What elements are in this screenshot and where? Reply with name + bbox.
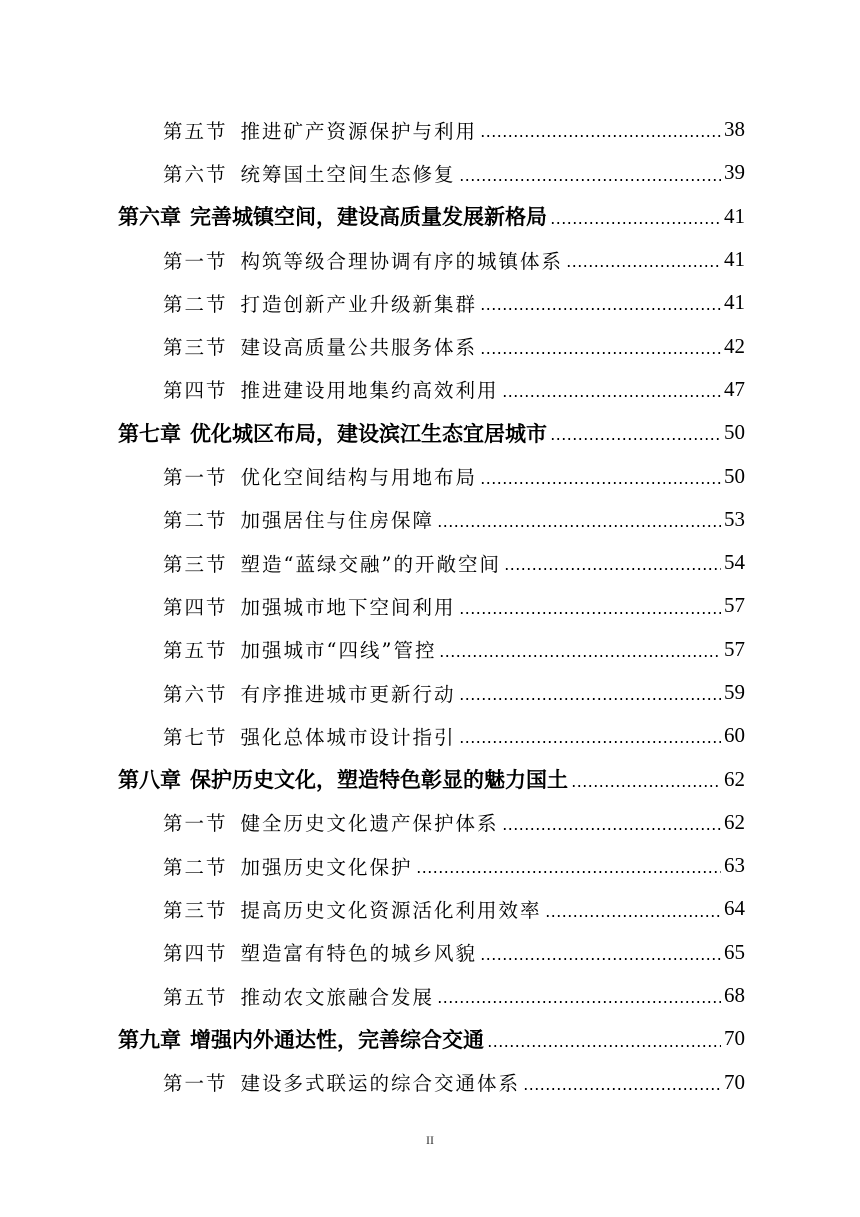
section-title: 塑造富有特色的城乡风貌 <box>240 942 478 966</box>
toc-section-entry[interactable] <box>0 887 860 930</box>
toc-section-entry[interactable] <box>0 151 860 194</box>
toc-section-entry[interactable] <box>0 844 860 887</box>
page-number: 68 <box>724 983 745 1008</box>
section-number: 第三节 <box>163 552 228 576</box>
page-number: 50 <box>724 420 745 445</box>
dot-leader <box>502 827 721 831</box>
dot-leader <box>550 221 721 225</box>
toc-chapter-entry[interactable] <box>0 757 860 800</box>
section-title: 推进建设用地集约高效利用 <box>240 379 499 403</box>
toc-section-entry[interactable] <box>0 281 860 324</box>
section-title: 加强城市“四线”管控 <box>240 639 437 663</box>
dot-leader <box>459 697 721 701</box>
section-number: 第六节 <box>163 162 228 186</box>
table-of-contents <box>0 108 860 1104</box>
section-number: 第七节 <box>163 725 228 749</box>
dot-leader <box>480 134 721 138</box>
dot-leader <box>523 1087 721 1091</box>
section-title: 塑造“蓝绿交融”的开敞空间 <box>240 552 501 576</box>
toc-section-entry[interactable] <box>0 931 860 974</box>
section-title: 加强历史文化保护 <box>240 855 413 879</box>
section-title: 加强居住与住房保障 <box>240 509 435 533</box>
section-title: 健全历史文化遗产保护体系 <box>240 812 499 836</box>
section-number: 第一节 <box>163 812 228 836</box>
section-title: 优化空间结构与用地布局 <box>240 466 478 490</box>
section-number: 第二节 <box>163 292 228 316</box>
section-title: 推动农文旅融合发展 <box>240 985 435 1009</box>
toc-section-entry[interactable] <box>0 541 860 584</box>
dot-leader <box>480 957 721 961</box>
section-number: 第一节 <box>163 249 228 273</box>
toc-chapter-entry[interactable] <box>0 1017 860 1060</box>
section-number: 第二节 <box>163 509 228 533</box>
toc-chapter-entry[interactable] <box>0 411 860 454</box>
section-title: 有序推进城市更新行动 <box>240 682 456 706</box>
section-number: 第三节 <box>163 898 228 922</box>
page-number: 70 <box>724 1069 745 1094</box>
page-number: 57 <box>724 636 745 661</box>
page-number: 41 <box>724 203 745 228</box>
page-number: 38 <box>724 117 745 142</box>
section-number: 第一节 <box>163 466 228 490</box>
section-number: 第五节 <box>163 985 228 1009</box>
page-number: 39 <box>724 160 745 185</box>
toc-section-entry[interactable] <box>0 628 860 671</box>
dot-leader <box>480 351 721 355</box>
section-number: 第五节 <box>163 639 228 663</box>
page-number: 70 <box>724 1026 745 1051</box>
page-number: 62 <box>724 809 745 834</box>
toc-section-entry[interactable] <box>0 108 860 151</box>
toc-section-entry[interactable] <box>0 498 860 541</box>
section-title: 加强城市地下空间利用 <box>240 595 456 619</box>
section-title: 建设多式联运的综合交通体系 <box>240 1072 521 1096</box>
dot-leader <box>480 307 721 311</box>
dot-leader <box>502 394 721 398</box>
section-title: 构筑等级合理协调有序的城镇体系 <box>240 249 564 273</box>
dot-leader <box>437 1000 721 1004</box>
section-title: 打造创新产业升级新集群 <box>240 292 478 316</box>
chapter-number: 第七章 <box>118 421 181 446</box>
page-number: 62 <box>724 766 745 791</box>
chapter-title: 优化城区布局，建设滨江生态宜居城市 <box>190 421 547 446</box>
section-number: 第四节 <box>163 379 228 403</box>
page-number: 60 <box>724 723 745 748</box>
toc-section-entry[interactable] <box>0 671 860 714</box>
dot-leader <box>504 567 721 571</box>
page-number: 53 <box>724 506 745 531</box>
toc-section-entry[interactable] <box>0 584 860 627</box>
section-number: 第六节 <box>163 682 228 706</box>
toc-section-entry[interactable] <box>0 368 860 411</box>
toc-section-entry[interactable] <box>0 974 860 1017</box>
page-number: 54 <box>724 550 745 575</box>
dot-leader <box>550 437 721 441</box>
section-title: 推进矿产资源保护与利用 <box>240 119 478 143</box>
toc-section-entry[interactable] <box>0 324 860 367</box>
section-title: 建设高质量公共服务体系 <box>240 336 478 360</box>
chapter-title: 完善城镇空间，建设高质量发展新格局 <box>190 205 547 230</box>
dot-leader <box>566 264 721 268</box>
toc-section-entry[interactable] <box>0 454 860 497</box>
dot-leader <box>416 870 721 874</box>
page-number: 42 <box>724 333 745 358</box>
chapter-number: 第六章 <box>118 205 181 230</box>
toc-section-entry[interactable] <box>0 1061 860 1104</box>
section-title: 统筹国土空间生态修复 <box>240 162 456 186</box>
chapter-title: 保护历史文化，塑造特色彰显的魅力国土 <box>190 768 568 793</box>
toc-section-entry[interactable] <box>0 238 860 281</box>
toc-section-entry[interactable] <box>0 801 860 844</box>
page-footer-number: II <box>426 1133 434 1147</box>
page-number: 65 <box>724 939 745 964</box>
section-number: 第五节 <box>163 119 228 143</box>
page-number: 64 <box>724 896 745 921</box>
section-number: 第一节 <box>163 1072 228 1096</box>
dot-leader <box>459 740 721 744</box>
dot-leader <box>571 784 721 788</box>
toc-chapter-entry[interactable] <box>0 195 860 238</box>
section-number: 第三节 <box>163 336 228 360</box>
page-number: 41 <box>724 247 745 272</box>
section-title: 提高历史文化资源活化利用效率 <box>240 898 542 922</box>
section-number: 第二节 <box>163 855 228 879</box>
dot-leader <box>439 654 721 658</box>
section-number: 第四节 <box>163 942 228 966</box>
dot-leader <box>480 481 721 485</box>
dot-leader <box>437 524 721 528</box>
page-number: 57 <box>724 593 745 618</box>
toc-section-entry[interactable] <box>0 714 860 757</box>
page-number: 59 <box>724 680 745 704</box>
dot-leader <box>545 914 721 918</box>
chapter-number: 第八章 <box>118 768 181 793</box>
dot-leader <box>487 1044 721 1048</box>
page-number: 63 <box>724 853 745 878</box>
dot-leader <box>459 611 721 615</box>
page-number: 50 <box>724 463 745 488</box>
page-number: 47 <box>724 376 745 401</box>
chapter-title: 增强内外通达性，完善综合交通 <box>190 1027 484 1052</box>
section-number: 第四节 <box>163 595 228 619</box>
chapter-number: 第九章 <box>118 1027 181 1052</box>
page-number: 41 <box>724 290 745 315</box>
section-title: 强化总体城市设计指引 <box>240 725 456 749</box>
dot-leader <box>459 178 721 182</box>
